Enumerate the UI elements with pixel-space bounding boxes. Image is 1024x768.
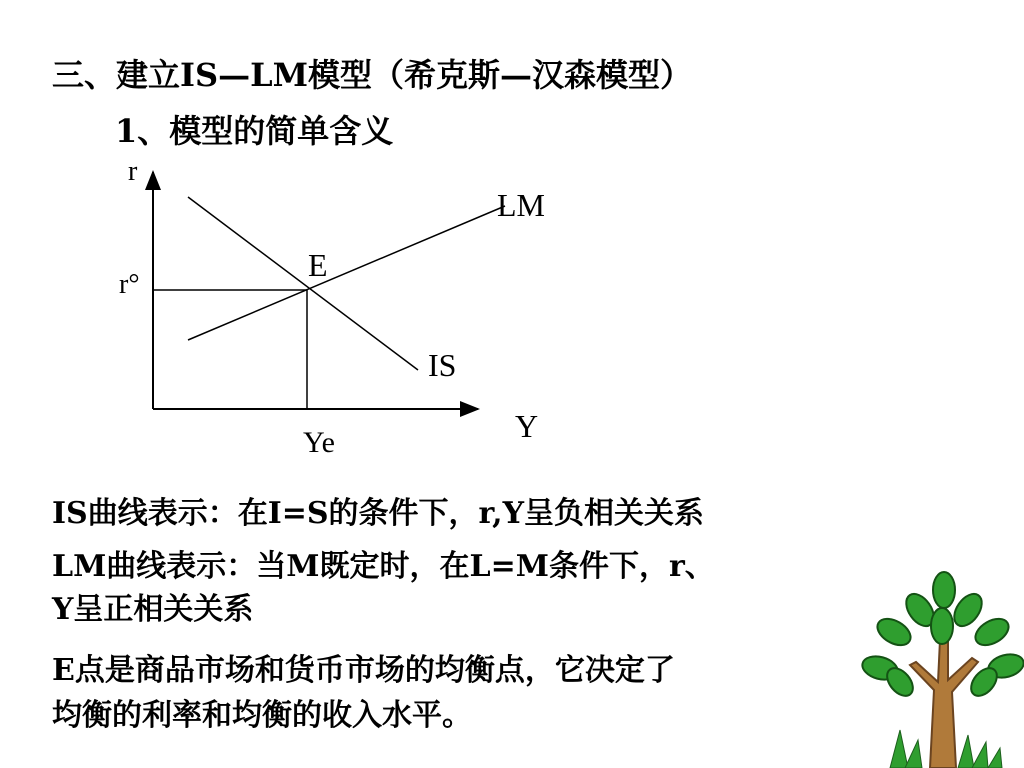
- section-subtitle: 1、模型的简单含义: [115, 112, 394, 150]
- is-curve: [188, 197, 418, 370]
- equilibrium-point-label: E: [308, 247, 328, 283]
- lm-curve: [188, 206, 505, 340]
- x-axis-label: Y: [515, 408, 539, 444]
- lm-label: LM: [497, 187, 545, 223]
- is-label: IS: [428, 347, 457, 383]
- page-title: 三、建立IS—LM模型（希克斯—汉森模型）: [52, 56, 693, 94]
- lm-curve-description: LM曲线表示：当M既定时，在L=M条件下，r、: [52, 549, 715, 584]
- lm-curve-description-cont: Y呈正相关关系: [52, 592, 254, 627]
- y-axis-label: r: [128, 156, 138, 187]
- y-equilibrium-label: Ye: [303, 426, 335, 459]
- equilibrium-description-cont: 均衡的利率和均衡的收入水平。: [52, 698, 472, 733]
- equilibrium-description: E点是商品市场和货币市场的均衡点，它决定了: [52, 653, 675, 688]
- r-equilibrium-label: r°: [119, 269, 140, 300]
- is-curve-description: IS曲线表示：在I=S的条件下，r,Y呈负相关关系: [52, 496, 705, 531]
- tree-icon: [860, 570, 1024, 768]
